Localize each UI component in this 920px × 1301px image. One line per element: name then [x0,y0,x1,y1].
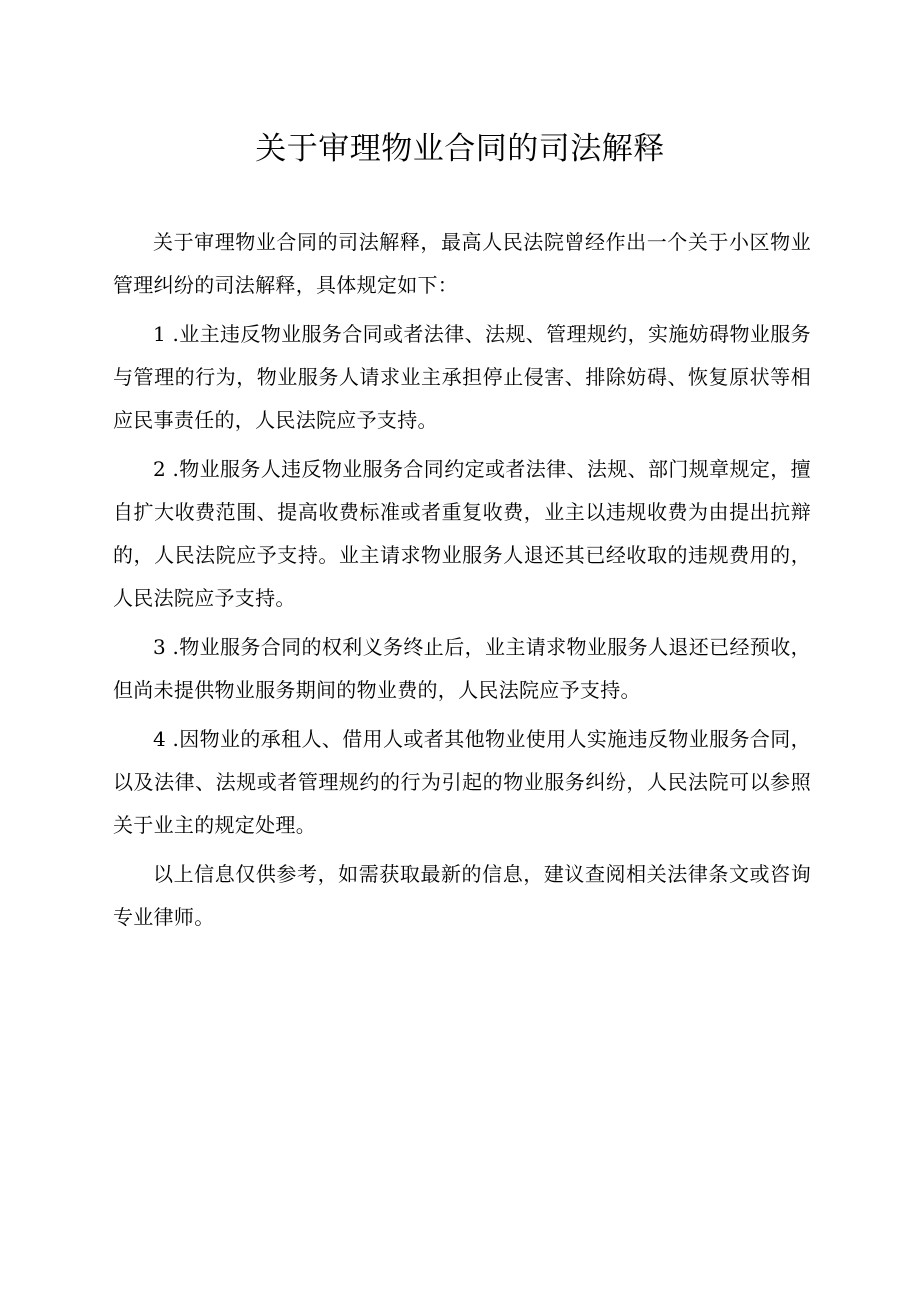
clause-4 [113,718,811,847]
clause-3 [113,626,811,712]
clause-number: 4 [153,727,166,751]
document-body [113,221,811,945]
clause-number: 1 [153,322,166,346]
clause-text: .物业服务人违反物业服务合同约定或者法律、法规、部门规章规定，擅自扩大收费范围、提高收费标准或者重复收费，业主以违规收费为由提出抗辩的，人民法院应予支持。业主请求物业服务人退还其已经收取的违规费用的，人民法院应予支持。 [113,457,811,610]
clause-number: 3 [153,635,166,659]
document-title: 关于审理物业合同的司法解释 [255,131,665,167]
intro-paragraph: 关于审理物业合同的司法解释，最高人民法院曾经作出一个关于小区物业管理纠纷的司法解释，具体规定如下： [113,230,811,297]
clause-text: .物业服务合同的权利义务终止后，业主请求物业服务人退还已经预收，但尚未提供物业服务期间的物业费的，人民法院应予支持。 [113,635,811,702]
clause-2 [113,448,811,620]
clause-text: .因物业的承租人、借用人或者其他物业使用人实施违反物业服务合同，以及法律、法规或者管理规约的行为引起的物业服务纠纷，人民法院可以参照关于业主的规定处理。 [113,727,811,837]
closing-paragraph: 以上信息仅供参考，如需获取最新的信息，建议查阅相关法律条文或咨询专业律师。 [113,862,811,929]
clause-1 [113,313,811,442]
clause-number: 2 [153,457,166,481]
clause-text: .业主违反物业服务合同或者法律、法规、管理规约，实施妨碍物业服务与管理的行为，物业服务人请求业主承担停止侵害、排除妨碍、恢复原状等相应民事责任的，人民法院应予支持。 [113,322,811,432]
